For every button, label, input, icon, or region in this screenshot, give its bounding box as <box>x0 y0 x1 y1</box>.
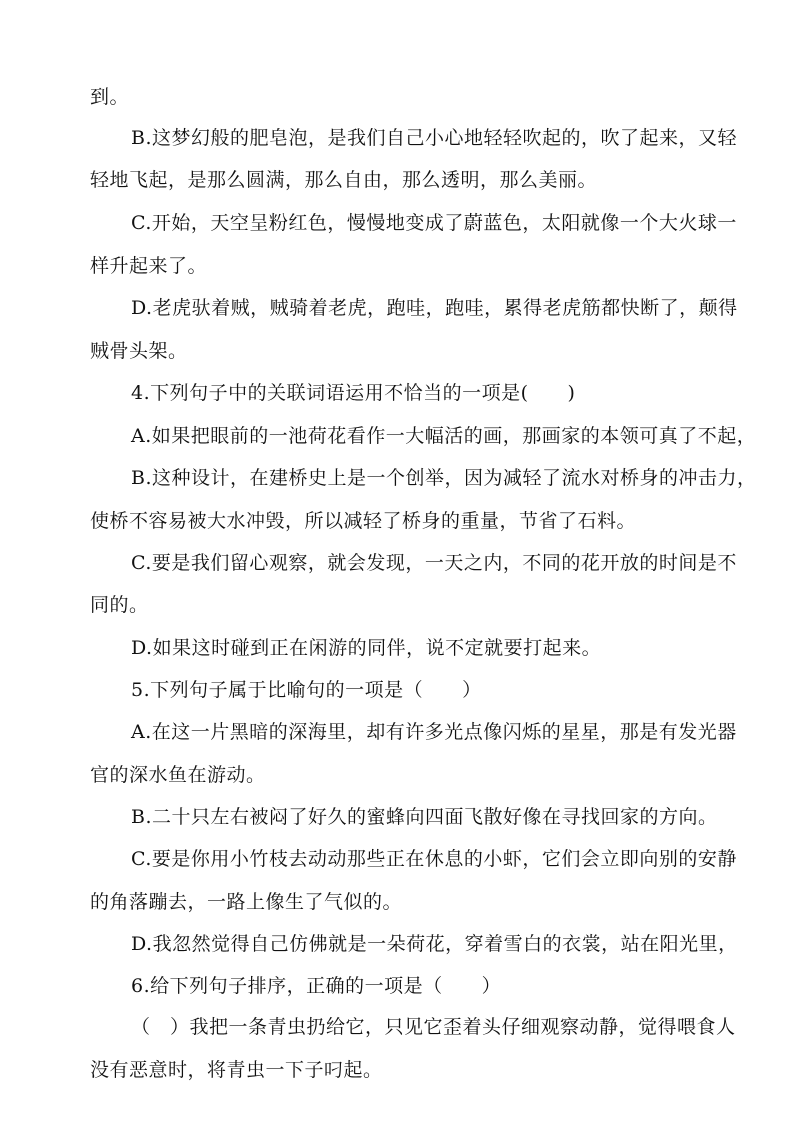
option-b-continuation: 轻地飞起，是那么圆满，那么自由，那么透明，那么美丽。 <box>90 169 598 191</box>
option-b-text: B.这梦幻般的肥皂泡，是我们自己小心地轻轻吹起的，吹了起来，又轻 <box>131 127 738 149</box>
question-5-option-c-continuation: 的角落蹦去，一路上像生了气似的。 <box>90 891 403 913</box>
question-4-option-b: B.这种设计，在建桥史上是一个创举，因为减轻了流水对桥身的冲击力， <box>131 467 757 489</box>
question-5: 5.下列句子属于比喻句的一项是（ ） <box>131 679 482 701</box>
option-c-text: C.开始，天空呈粉红色，慢慢地变成了蔚蓝色，太阳就像一个大火球一 <box>131 212 737 234</box>
question-4-option-c: C.要是我们留心观察，就会发现，一天之内，不同的花开放的时间是不 <box>131 552 737 574</box>
option-d-continuation: 贼骨头架。 <box>90 340 188 362</box>
question-4-option-d: D.如果这时碰到正在闲游的同伴，说不定就要打起来。 <box>131 637 602 659</box>
question-6-sentence-1: （ ）我把一条青虫扔给它，只见它歪着头仔细观察动静，觉得喂食人 <box>131 1016 736 1038</box>
text-line-continuation: 到。 <box>90 86 130 108</box>
question-4: 4.下列句子中的关联词语运用不恰当的一项是( ) <box>131 382 576 404</box>
question-5-option-b: B.二十只左右被闷了好久的蜜蜂向四面飞散好像在寻找回家的方向。 <box>131 806 718 828</box>
question-5-option-c: C.要是你用小竹枝去动动那些正在休息的小虾，它们会立即向别的安静 <box>131 848 737 870</box>
question-5-option-d: D.我忽然觉得自己仿佛就是一朵荷花，穿着雪白的衣裳，站在阳光里， <box>131 933 738 955</box>
option-c-continuation: 样升起来了。 <box>90 255 208 277</box>
question-4-option-c-continuation: 同的。 <box>90 594 149 616</box>
question-5-option-a-continuation: 官的深水鱼在游动。 <box>90 764 266 786</box>
question-4-option-a: A.如果把眼前的一池荷花看作一大幅活的画，那画家的本领可真了不起， <box>131 425 757 447</box>
question-5-option-a: A.在这一片黑暗的深海里，却有许多光点像闪烁的星星，那是有发光器 <box>131 721 737 743</box>
question-4-option-b-continuation: 使桥不容易被大水冲毁，所以减轻了桥身的重量，节省了石料。 <box>90 510 637 532</box>
question-6-sentence-1-continuation: 没有恶意时，将青虫一下子叼起。 <box>90 1059 383 1081</box>
question-6: 6.给下列句子排序，正确的一项是（ ） <box>131 975 502 997</box>
option-d-text: D.老虎驮着贼，贼骑着老虎，跑哇，跑哇，累得老虎筋都快断了，颠得 <box>131 297 738 319</box>
